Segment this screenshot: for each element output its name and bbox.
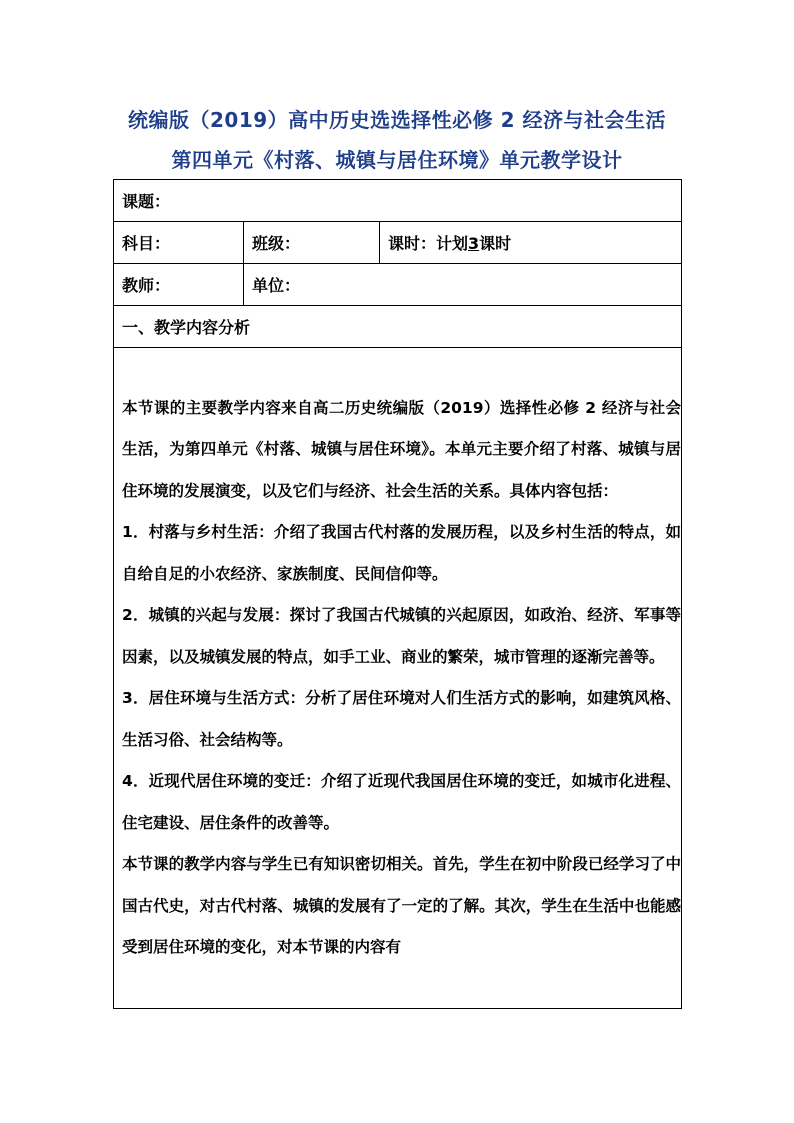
hours-value: 3 [468,234,480,253]
unit-cell [244,264,682,306]
section-heading-row [114,306,682,348]
hours-suffix: 课时 [479,234,512,253]
document-title: 统编版（2019）高中历史选选择性必修 2 经济与社会生活 [127,108,666,132]
lesson-plan-table [113,179,682,1009]
teacher-cell [114,264,244,306]
content-paragraph-relation: 本节课的教学内容与学生已有知识密切相关。首先，学生在初中阶段已经学习了中国古代史，对古代村落、城镇的发展有了一定的了解。其次，学生在生活中也能感受到居住环境的变化，对本节课的内容有 [122,855,682,956]
content-row [114,348,682,1009]
class-cell [244,222,380,264]
content-paragraph-1: 1．村落与乡村生活：介绍了我国古代村落的发展历程，以及乡村生活的特点，如自给自足的小农经济、家族制度、民间信仰等。 [122,523,682,583]
class-label: 班级： [252,234,301,253]
subject-label: 科目： [122,234,171,253]
content-paragraph-4: 4．近现代居住环境的变迁：介绍了近现代我国居住环境的变迁，如城市化进程、住宅建设、居住条件的改善等。 [122,772,682,832]
hours-prefix: 课时：计划 [388,234,469,253]
teacher-label: 教师： [122,276,171,295]
topic-cell [114,180,682,222]
content-paragraph-2: 2．城镇的兴起与发展：探讨了我国古代城镇的兴起原因，如政治、经济、军事等因素，以及城镇发展的特点，如手工业、商业的繁荣，城市管理的逐渐完善等。 [122,606,682,666]
content-paragraph-intro: 本节课的主要教学内容来自高二历史统编版（2019）选择性必修 2 经济与社会生活，为第四单元《村落、城镇与居住环境》。本单元主要介绍了村落、城镇与居住环境的发展演变，以及它们与经济、社会生活的关系。具体内容包括： [122,398,682,500]
topic-label: 课题： [122,192,171,211]
info-row [114,222,682,264]
content-paragraph-3: 3．居住环境与生活方式：分析了居住环境对人们生活方式的影响，如建筑风格、生活习俗、社会结构等。 [122,689,682,749]
unit-label: 单位： [252,276,301,295]
hours-cell [380,222,682,264]
section-heading: 一、教学内容分析 [114,306,682,348]
subject-cell [114,222,244,264]
content-cell [114,348,682,1009]
teacher-row [114,264,682,306]
document-subtitle: 第四单元《村落、城镇与居住环境》单元教学设计 [171,148,623,172]
topic-row [114,180,682,222]
